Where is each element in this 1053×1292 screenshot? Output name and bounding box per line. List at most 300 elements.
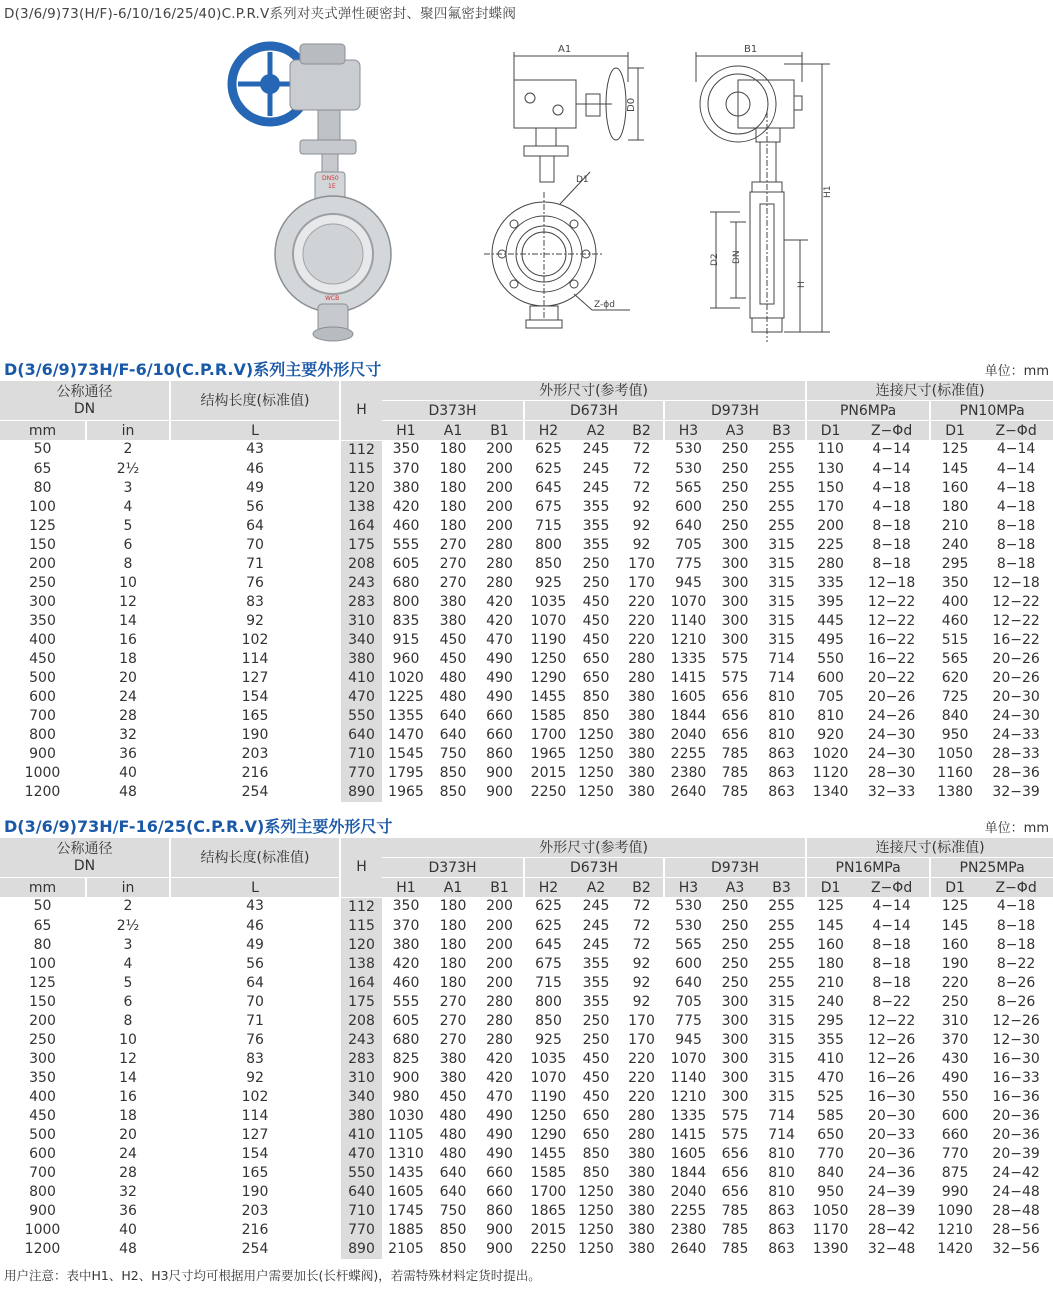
table-cell: 150 [0, 536, 86, 555]
front-view-drawing [484, 44, 644, 328]
table-cell: 785 [712, 783, 758, 802]
table-cell: 220 [620, 631, 664, 650]
table-cell: 46 [170, 917, 340, 936]
table-cell: 890 [340, 1240, 382, 1259]
table-cell: 283 [340, 593, 382, 612]
table-cell: 1250 [572, 1240, 620, 1259]
table-row [0, 555, 1053, 574]
table-cell: 900 [382, 1069, 430, 1088]
table-cell: 640 [340, 1183, 382, 1202]
table-cell: 400 [0, 1088, 86, 1107]
table-cell: 12−22 [854, 1012, 930, 1031]
table-cell: 18 [86, 650, 170, 669]
table-cell: 1605 [382, 1183, 430, 1202]
table-cell: 8−18 [854, 955, 930, 974]
table-cell: 875 [930, 1164, 979, 1183]
table-cell: 12−22 [854, 593, 930, 612]
table-cell: 5 [86, 517, 170, 536]
table-cell: 114 [170, 1107, 340, 1126]
table-cell: 4 [86, 498, 170, 517]
table-cell: 125 [806, 897, 854, 917]
table-cell: 40 [86, 764, 170, 783]
table-cell: 270 [430, 555, 476, 574]
table-cell: 645 [524, 479, 572, 498]
table-cell: 1455 [524, 1145, 572, 1164]
table-cell: 550 [930, 1088, 979, 1107]
table-cell: 8−18 [979, 917, 1053, 936]
table-row [0, 1050, 1053, 1069]
table-cell: 1290 [524, 1126, 572, 1145]
table-cell: 8 [86, 555, 170, 574]
table-cell: 700 [0, 1164, 86, 1183]
table-cell: 775 [664, 555, 712, 574]
header-zb: Z−Φd [979, 421, 1053, 441]
table-cell: 180 [430, 460, 476, 479]
table-cell: 283 [340, 1050, 382, 1069]
table-cell: 2040 [664, 1183, 712, 1202]
table-row [0, 1145, 1053, 1164]
table-cell: 4−14 [854, 897, 930, 917]
table-cell: 990 [930, 1183, 979, 1202]
header-a1: A1 [430, 878, 476, 898]
table-cell: 100 [0, 498, 86, 517]
table-cell: 555 [382, 536, 430, 555]
table-cell: 850 [572, 1145, 620, 1164]
table-cell: 600 [664, 955, 712, 974]
table-cell: 255 [758, 974, 806, 993]
table-cell: 10 [86, 1031, 170, 1050]
table-cell: 380 [620, 726, 664, 745]
table-cell: 200 [476, 440, 524, 460]
table-cell: 315 [758, 993, 806, 1012]
table-cell: 110 [806, 440, 854, 460]
table-cell: 1000 [0, 764, 86, 783]
table-cell: 83 [170, 593, 340, 612]
table-cell: 1020 [382, 669, 430, 688]
table-cell: 1435 [382, 1164, 430, 1183]
table-cell: 220 [620, 1050, 664, 1069]
table-cell: 16−22 [854, 631, 930, 650]
table-cell: 4−14 [979, 440, 1053, 460]
table-cell: 1250 [572, 1221, 620, 1240]
table-cell: 470 [806, 1069, 854, 1088]
table-cell: 48 [86, 783, 170, 802]
table-cell: 20−26 [854, 688, 930, 707]
table-cell: 1090 [930, 1202, 979, 1221]
table-cell: 480 [430, 1145, 476, 1164]
table-cell: 410 [340, 1126, 382, 1145]
table-cell: 810 [758, 707, 806, 726]
table-cell: 450 [572, 1088, 620, 1107]
table-cell: 450 [572, 1069, 620, 1088]
header-b2: B2 [620, 878, 664, 898]
table-cell: 160 [806, 936, 854, 955]
table-cell: 1965 [524, 745, 572, 764]
table-cell: 12 [86, 1050, 170, 1069]
header-in: in [86, 421, 170, 441]
table-cell: 1250 [572, 783, 620, 802]
table-cell: 250 [0, 574, 86, 593]
header-h: H [340, 838, 382, 897]
table-row [0, 574, 1053, 593]
table-cell: 785 [712, 1240, 758, 1259]
table-cell: 1700 [524, 726, 572, 745]
table-cell: 180 [930, 498, 979, 517]
table-cell: 28−56 [979, 1221, 1053, 1240]
table-cell: 810 [758, 688, 806, 707]
table-cell: 480 [430, 669, 476, 688]
header-length: 结构长度(标准值) [170, 838, 340, 878]
table-cell: 125 [0, 517, 86, 536]
table-cell: 450 [430, 1088, 476, 1107]
table-cell: 24−33 [979, 726, 1053, 745]
table-cell: 300 [712, 1069, 758, 1088]
page-title: D(3/6/9)73(H/F)-6/10/16/25/40)C.P.R.V系列对夹式弹性硬密封、聚四氟密封蝶阀 [4, 6, 517, 22]
table-cell: 480 [430, 1107, 476, 1126]
header-d373: D373H [382, 401, 524, 421]
table-cell: 164 [340, 517, 382, 536]
table-cell: 210 [806, 974, 854, 993]
table-cell: 150 [806, 479, 854, 498]
header-d1a: D1 [806, 878, 854, 898]
table-cell: 24−42 [979, 1164, 1053, 1183]
table-cell: 6 [86, 536, 170, 555]
table-cell: 380 [620, 688, 664, 707]
table-cell: 490 [476, 1145, 524, 1164]
table-cell: 530 [664, 440, 712, 460]
table-cell: 380 [620, 1164, 664, 1183]
header-b3: B3 [758, 421, 806, 441]
table-cell: 380 [620, 745, 664, 764]
table-cell: 863 [758, 1202, 806, 1221]
table-cell: 8−18 [979, 536, 1053, 555]
table-cell: 640 [430, 1164, 476, 1183]
table-cell: 72 [620, 479, 664, 498]
table-cell: 4−14 [979, 460, 1053, 479]
table-cell: 810 [758, 1164, 806, 1183]
table-row [0, 1088, 1053, 1107]
table-cell: 8−18 [979, 936, 1053, 955]
table-row [0, 669, 1053, 688]
table-cell: 225 [806, 536, 854, 555]
table-cell: 380 [340, 650, 382, 669]
table-cell: 370 [382, 460, 430, 479]
table-cell: 315 [758, 1050, 806, 1069]
table-cell: 980 [382, 1088, 430, 1107]
table-cell: 154 [170, 1145, 340, 1164]
table-cell: 190 [930, 955, 979, 974]
table-cell: 710 [340, 745, 382, 764]
table-cell: 200 [476, 498, 524, 517]
table-cell: 4−18 [979, 479, 1053, 498]
table-cell: 640 [430, 726, 476, 745]
table-cell: 585 [806, 1107, 854, 1126]
table-cell: 714 [758, 669, 806, 688]
table-cell: 20−26 [979, 669, 1053, 688]
table-cell: 315 [758, 612, 806, 631]
table-cell: 1335 [664, 650, 712, 669]
table-cell: 200 [476, 460, 524, 479]
table-cell: 200 [476, 974, 524, 993]
svg-text:D0: D0 [626, 97, 637, 112]
table-cell: 640 [664, 974, 712, 993]
header-pn-b: PN10MPa [930, 401, 1053, 421]
table-cell: 900 [476, 783, 524, 802]
table-cell: 20−39 [979, 1145, 1053, 1164]
table-cell: 4−18 [854, 479, 930, 498]
table-cell: 20−36 [854, 1145, 930, 1164]
table-cell: 350 [382, 897, 430, 917]
table-cell: 24 [86, 1145, 170, 1164]
svg-text:A1: A1 [558, 44, 572, 55]
table-cell: 8−22 [979, 955, 1053, 974]
table-cell: 445 [806, 612, 854, 631]
table-cell: 165 [170, 707, 340, 726]
table-cell: 8 [86, 1012, 170, 1031]
header-conn: 连接尺寸(标准值) [806, 381, 1053, 401]
table-cell: 125 [930, 440, 979, 460]
table-cell: 160 [930, 936, 979, 955]
header-b3: B3 [758, 878, 806, 898]
table-cell: 1250 [572, 745, 620, 764]
table-cell: 92 [620, 993, 664, 1012]
table-cell: 315 [758, 593, 806, 612]
table-cell: 340 [340, 1088, 382, 1107]
table-cell: 64 [170, 517, 340, 536]
table-cell: 675 [524, 955, 572, 974]
table-cell: 220 [620, 612, 664, 631]
table-cell: 203 [170, 1202, 340, 1221]
table-cell: 4−14 [854, 917, 930, 936]
header-d973: D973H [664, 401, 806, 421]
table-cell: 315 [758, 631, 806, 650]
table-cell: 1795 [382, 764, 430, 783]
table-cell: 120 [340, 479, 382, 498]
table-cell: 208 [340, 555, 382, 574]
table-cell: 470 [340, 688, 382, 707]
table-cell: 145 [806, 917, 854, 936]
table-cell: 380 [620, 1145, 664, 1164]
table-cell: 12−18 [979, 574, 1053, 593]
table-cell: 115 [340, 917, 382, 936]
table-cell: 785 [712, 745, 758, 764]
header-pn-a: PN6MPa [806, 401, 930, 421]
table-cell: 310 [340, 1069, 382, 1088]
table-cell: 705 [664, 993, 712, 1012]
table-cell: 1120 [806, 764, 854, 783]
table-cell: 430 [930, 1050, 979, 1069]
table-cell: 1250 [572, 764, 620, 783]
table-cell: 310 [930, 1012, 979, 1031]
table-cell: 250 [712, 955, 758, 974]
table-cell: 660 [476, 726, 524, 745]
table-cell: 450 [0, 650, 86, 669]
table-cell: 56 [170, 955, 340, 974]
table-cell: 350 [0, 1069, 86, 1088]
table-row [0, 974, 1053, 993]
table-cell: 250 [712, 498, 758, 517]
table-cell: 650 [572, 650, 620, 669]
table-cell: 16−30 [854, 1088, 930, 1107]
table-cell: 715 [524, 517, 572, 536]
table-cell: 1035 [524, 593, 572, 612]
table-cell: 785 [712, 1202, 758, 1221]
table-cell: 1250 [524, 650, 572, 669]
table-cell: 6 [86, 993, 170, 1012]
table-cell: 32−56 [979, 1240, 1053, 1259]
table-cell: 380 [620, 1202, 664, 1221]
table2-body [0, 897, 1053, 1259]
table-cell: 850 [430, 783, 476, 802]
table-cell: 1865 [524, 1202, 572, 1221]
table-cell: 1885 [382, 1221, 430, 1240]
table-cell: 28−36 [979, 764, 1053, 783]
table-cell: 32−33 [854, 783, 930, 802]
table-cell: 255 [758, 440, 806, 460]
table-cell: 70 [170, 536, 340, 555]
table-cell: 2250 [524, 783, 572, 802]
table-cell: 890 [340, 783, 382, 802]
table-cell: 355 [572, 955, 620, 974]
table-cell: 1415 [664, 1126, 712, 1145]
table-cell: 800 [382, 593, 430, 612]
table-row [0, 745, 1053, 764]
table-cell: 165 [170, 1164, 340, 1183]
table-cell: 395 [806, 593, 854, 612]
table-cell: 50 [0, 440, 86, 460]
table-cell: 20−22 [854, 669, 930, 688]
header-outer: 外形尺寸(参考值) [382, 838, 806, 858]
table-row [0, 440, 1053, 460]
table-cell: 16−22 [979, 631, 1053, 650]
table-cell: 1585 [524, 1164, 572, 1183]
header-b1: B1 [476, 878, 524, 898]
table1-spec [0, 381, 1053, 802]
table-cell: 255 [758, 479, 806, 498]
table-cell: 200 [0, 1012, 86, 1031]
table-cell: 3 [86, 479, 170, 498]
header-mm: mm [0, 878, 86, 898]
table-cell: 380 [620, 1240, 664, 1259]
table-cell: 200 [0, 555, 86, 574]
table-cell: 1335 [664, 1107, 712, 1126]
table-cell: 315 [758, 536, 806, 555]
table-cell: 410 [340, 669, 382, 688]
svg-text:D2: D2 [710, 253, 720, 266]
table-cell: 20−36 [979, 1107, 1053, 1126]
table-cell: 8−18 [854, 536, 930, 555]
table-cell: 16−30 [979, 1050, 1053, 1069]
table-cell: 1160 [930, 764, 979, 783]
table-cell: 495 [806, 631, 854, 650]
table-cell: 1140 [664, 612, 712, 631]
table-cell: 340 [340, 631, 382, 650]
table-cell: 270 [430, 1012, 476, 1031]
table-cell: 72 [620, 917, 664, 936]
table-cell: 245 [572, 479, 620, 498]
table-cell: 490 [476, 669, 524, 688]
table-cell: 315 [758, 1012, 806, 1031]
table-cell: 575 [712, 650, 758, 669]
table-cell: 280 [620, 1107, 664, 1126]
valve-figures [0, 22, 1053, 352]
table-cell: 92 [620, 536, 664, 555]
table-cell: 1605 [664, 1145, 712, 1164]
header-a3: A3 [712, 878, 758, 898]
table-cell: 1844 [664, 707, 712, 726]
table-cell: 656 [712, 726, 758, 745]
table-cell: 216 [170, 764, 340, 783]
table-cell: 850 [430, 1221, 476, 1240]
table-cell: 270 [430, 1031, 476, 1050]
table-cell: 1340 [806, 783, 854, 802]
table-cell: 220 [930, 974, 979, 993]
table-cell: 900 [476, 1221, 524, 1240]
table-cell: 250 [0, 1031, 86, 1050]
table-cell: 295 [806, 1012, 854, 1031]
table-cell: 714 [758, 650, 806, 669]
table-cell: 180 [430, 974, 476, 993]
table-cell: 714 [758, 1107, 806, 1126]
table-cell: 245 [572, 440, 620, 460]
table-cell: 4−18 [979, 897, 1053, 917]
table-cell: 1190 [524, 631, 572, 650]
table-cell: 800 [0, 726, 86, 745]
table-cell: 180 [430, 498, 476, 517]
table-cell: 470 [340, 1145, 382, 1164]
table-cell: 160 [930, 479, 979, 498]
table-cell: 250 [712, 440, 758, 460]
table-cell: 150 [0, 993, 86, 1012]
table-cell: 4−14 [854, 440, 930, 460]
table-cell: 20−30 [854, 1107, 930, 1126]
table-cell: 270 [430, 536, 476, 555]
table-cell: 16 [86, 631, 170, 650]
header-in: in [86, 878, 170, 898]
svg-text:Z-ϕd: Z-ϕd [594, 300, 615, 310]
table-row [0, 1240, 1053, 1259]
table-cell: 660 [476, 1164, 524, 1183]
table-cell: 250 [712, 974, 758, 993]
table-row [0, 688, 1053, 707]
table-cell: 315 [758, 574, 806, 593]
table-cell: 43 [170, 897, 340, 917]
table-cell: 850 [524, 1012, 572, 1031]
header-h: H [340, 381, 382, 440]
table-cell: 705 [806, 688, 854, 707]
table-cell: 420 [476, 593, 524, 612]
table-cell: 810 [758, 726, 806, 745]
table-cell: 14 [86, 1069, 170, 1088]
table-cell: 28−30 [854, 764, 930, 783]
table-cell: 420 [382, 955, 430, 974]
table-cell: 80 [0, 936, 86, 955]
table-cell: 310 [340, 612, 382, 631]
table-cell: 270 [430, 574, 476, 593]
table-cell: 200 [476, 479, 524, 498]
table-cell: 850 [572, 1164, 620, 1183]
table-row [0, 917, 1053, 936]
table-cell: 28 [86, 1164, 170, 1183]
table-cell: 300 [712, 631, 758, 650]
table-cell: 2040 [664, 726, 712, 745]
table-cell: 785 [712, 764, 758, 783]
header-d373: D373H [382, 858, 524, 878]
table-cell: 355 [572, 993, 620, 1012]
table-cell: 600 [930, 1107, 979, 1126]
table-cell: 5 [86, 974, 170, 993]
table-cell: 1070 [524, 612, 572, 631]
